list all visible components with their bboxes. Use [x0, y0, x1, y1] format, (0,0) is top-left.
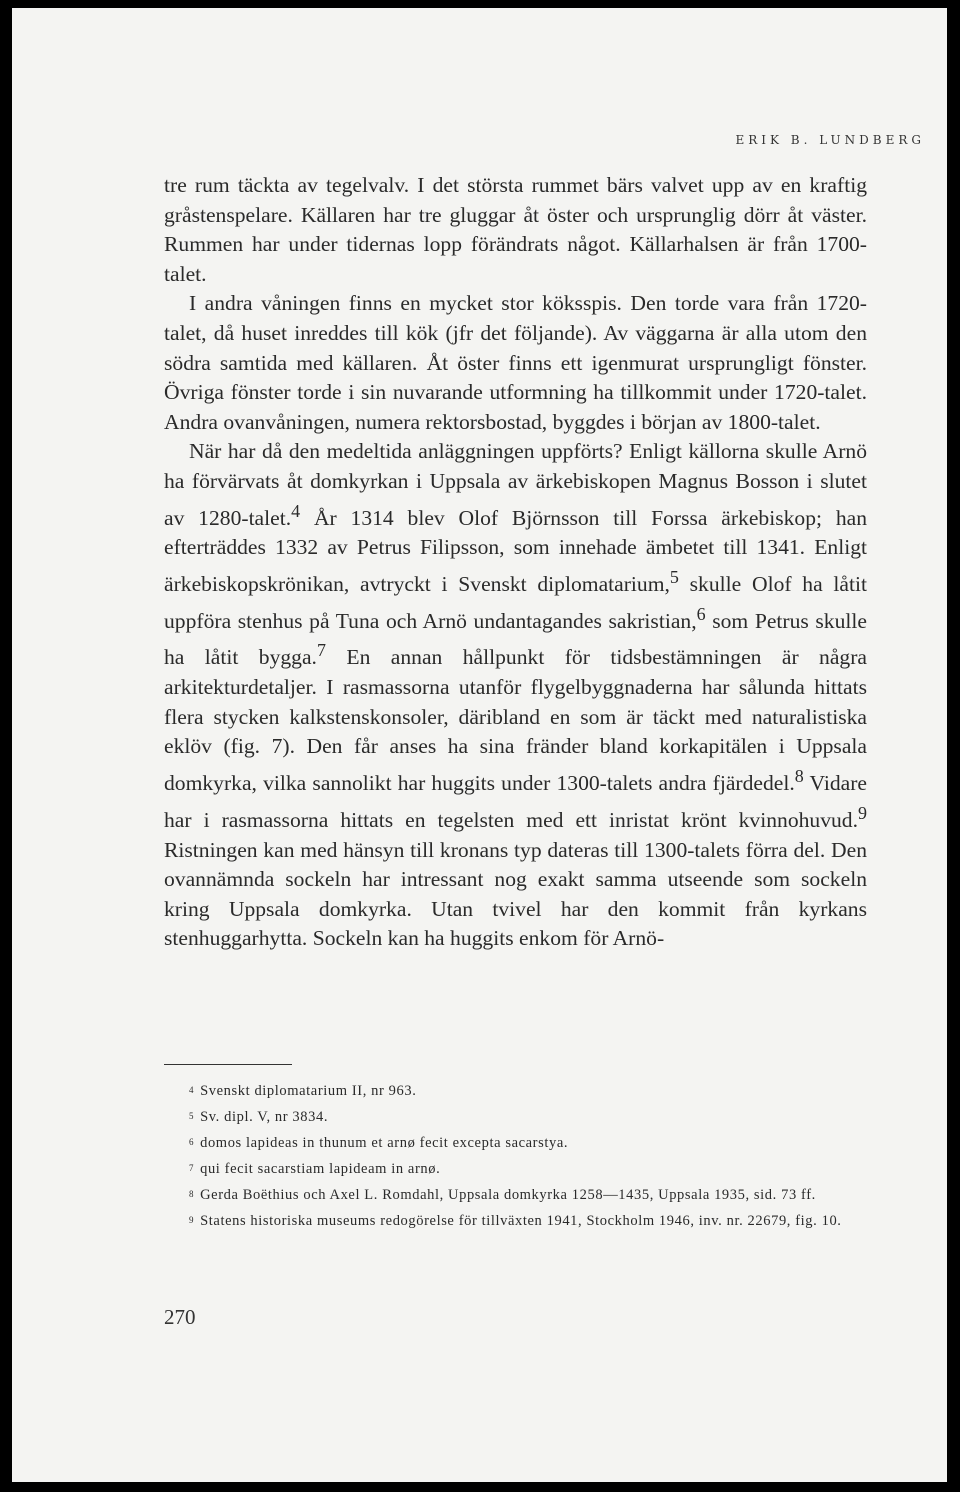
footnote-mark: 7 [189, 1163, 195, 1173]
paragraph-3-text: År 1314 blev Olof Björnsson till Forssa ärkebiskop; han efterträddes 1332 av Petrus Filipsson, som innehade ämbetet till 1341. Enligt ärkebiskopskrönikan, avtryckt i Svenskt diplomatarium, [164, 505, 867, 597]
paragraph-3-text: som Petrus skulle ha låtit bygga. [164, 608, 867, 670]
footnote-ref-6: 6 [696, 603, 706, 624]
paragraph-3-text: Vidare har i rasmassorna hittats en tegelsten med ett inristat krönt kvinnohuvud. [164, 771, 867, 832]
paragraph-1: tre rum täckta av tegelvalv. I det största rummet bärs valvet upp av en kraftig gråstenspelare. Källaren har tre gluggar åt öster och ursprunglig dörr åt väster. Rummen har under tidernas lopp förändrats något. Källarhalsen är från 1700-talet. [164, 173, 867, 286]
footnote-7 [164, 1156, 867, 1182]
footnote-9 [164, 1208, 867, 1234]
page-number: 270 [164, 1305, 196, 1329]
footnote-5 [164, 1104, 867, 1130]
body-text [164, 171, 867, 954]
footnote-ref-5: 5 [669, 566, 679, 587]
footnote-text: Svenskt diplomatarium II, nr 963. [200, 1083, 417, 1099]
footnote-6 [164, 1130, 867, 1156]
paragraph-3 [164, 437, 867, 954]
footnote-mark: 6 [189, 1137, 195, 1147]
footnote-mark: 5 [189, 1111, 195, 1121]
footnote-8 [164, 1182, 867, 1208]
footnote-divider [164, 1064, 292, 1065]
footnote-ref-7: 7 [316, 640, 326, 661]
paragraph-3-text: skulle Olof ha låtit uppföra stenhus på Tuna och Arnö undantagandes sakristian, [164, 572, 867, 633]
footnotes [164, 1078, 867, 1234]
footnote-text: Statens historiska museums redogörelse för tillväxten 1941, Stockholm 1946, inv. nr. 22679, fig. 10. [200, 1213, 842, 1229]
footnote-text: domos lapideas in thunum et arnø fecit excepta sacarstya. [200, 1135, 569, 1151]
footnote-mark: 4 [189, 1085, 195, 1095]
paragraph-3-text: När har då den medeltida anläggningen uppförts? Enligt källorna skulle Arnö ha förvärvats åt domkyrkan i Uppsala av ärkebiskopen Magnus Bosson i slutet av 1280-talet. [164, 439, 867, 530]
paragraph-3-text: En annan hållpunkt för tidsbestämningen är några arkitekturdetaljer. I rasmassorna utanför flygelbyggnaderna har sålunda hittats flera stycken kalkstenskonsoler, däribland en som är täckt med naturalistiska eklöv (fig. 7). Den får anses ha sina fränder bland korkapitälen i Uppsala domkyrka, vilka sannolikt har huggits under 1300-talets andra fjärdedel. [164, 645, 867, 796]
book-page [12, 8, 947, 1482]
footnote-mark: 8 [189, 1189, 195, 1199]
footnote-ref-8: 8 [794, 766, 804, 787]
footnote-text: Sv. dipl. V, nr 3834. [200, 1109, 329, 1125]
footnote-text: Gerda Boëthius och Axel L. Romdahl, Uppsala domkyrka 1258—1435, Uppsala 1935, sid. 73 ff. [200, 1187, 816, 1203]
footnote-text: qui fecit sacarstiam lapideam in arnø. [200, 1161, 441, 1177]
running-head: ERIK B. LUNDBERG [735, 133, 925, 147]
footnote-ref-4: 4 [291, 500, 301, 521]
paragraph-2: I andra våningen finns en mycket stor köksspis. Den torde vara från 1720-talet, då huset inreddes till kök (jfr det följande). Av väggarna är alla utom den södra samtida med källaren. Åt öster finns ett igenmurat ursprungligt fönster. Övriga fönster torde i sin nuvarande utformning ha tillkommit under 1720-talet. Andra ovanvåningen, numera rektorsbostad, byggdes i början av 1800-talet. [164, 291, 867, 434]
footnote-ref-9: 9 [858, 802, 867, 823]
footnote-mark: 9 [189, 1215, 195, 1225]
footnote-4 [164, 1078, 867, 1104]
paragraph-3-text: Ristningen kan med hänsyn till kronans typ dateras till 1300-talets förra del. Den ovannämnda sockeln har intressant nog exakt samma utseende som sockeln kring Uppsala domkyrka. Utan tvivel har den kommit från kyrkans stenhuggarhytta. Sockeln kan ha huggits enkom för Arnö- [164, 837, 867, 951]
